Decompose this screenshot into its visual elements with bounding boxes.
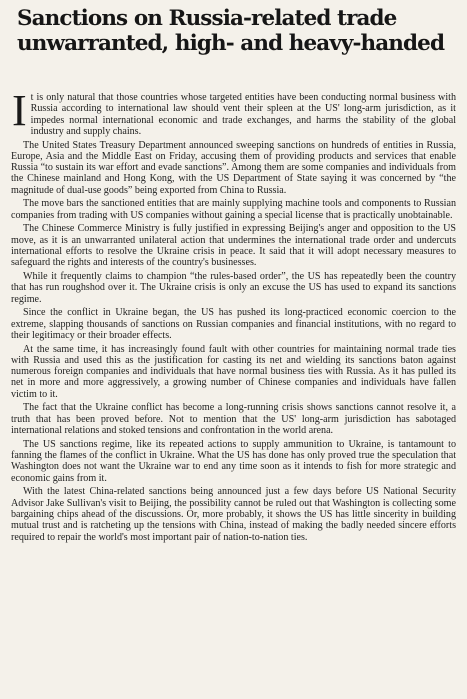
- paragraph-7: At the same time, it has increasingly found fault with other countries for maintaining normal trade ties with Russia and used this as the justification for casting its net and wielding its sanctions baton against numerous foreign companies and individuals that have normal business ties with Russia. As it has pulled its net in more and more aggressively, a growing number of Chinese companies and individuals have fallen victim to it.: [11, 343, 456, 400]
- headline-line-1: Sanctions on Russia-related trade: [17, 6, 397, 31]
- paragraph-4: The Chinese Commerce Ministry is fully justified in expressing Beijing's anger and opposition to the US move, as it is an unwarranted unilateral action that undermines the international trade order and undercuts international efforts to resolve the Ukraine crisis in peace. It said that it will adopt necessary measures to safeguard the rights and interests of the country's businesses.: [11, 223, 456, 269]
- paragraph-2: The United States Treasury Department announced sweeping sanctions on hundreds of entities in Russia, Europe, Asia and the Middle East on Friday, accusing them of providing products and services that enable Russia “to sustain its war effort and evade sanctions”. Among them are some companies and individuals from the Chinese mainland and Hong Kong, with the US Department of State saying it was concerned by “the magnitude of dual-use goods” being exported from China to Russia.: [11, 139, 456, 196]
- headline-line-2: unwarranted, high- and heavy-handed: [17, 31, 445, 56]
- paragraph-5: While it frequently claims to champion “the rules-based order”, the US has repeatedly been the country that has run roughshod over it. The Ukraine crisis is only an excuse the US has used to expand its sanctions regime.: [11, 271, 456, 305]
- paragraph-8: The fact that the Ukraine conflict has become a long-running crisis shows sanctions cannot resolve it, a truth that has been proved before. Not to mention that the US' long-arm jurisdiction has sabotaged international relations and stoked tensions and confrontation in the world arena.: [11, 402, 456, 437]
- paragraph-9: The US sanctions regime, like its repeated actions to supply ammunition to Ukraine, is tantamount to fanning the flames of the conflict in Ukraine. What the US has done has only proved true the speculation that Washington does not want the Ukraine war to end any time soon as it intends to fish for more strategic and economic gains from it.: [11, 438, 456, 484]
- paragraph-6: Since the conflict in Ukraine began, the US has pushed its long-practiced economic coercion to the extreme, slapping thousands of sanctions on Russian companies and financial institutions, with no regard to their legitimacy or their broader effects.: [11, 307, 456, 341]
- paragraph-3: The move bars the sanctioned entities that are mainly supplying machine tools and components to Russian companies from trading with US companies without gaining a special license that is practically unobtainable.: [11, 198, 456, 221]
- headline: [17, 6, 456, 56]
- paragraph-1-text: t is only natural that those countries whose targeted entities have been conducting normal business with Russia according to international law should vent their spleen at the US' long-arm jurisdiction, as it impedes normal international economic and trade exchanges, and harms the stability of the global industry and supply chains.: [30, 92, 456, 137]
- drop-cap: I: [12, 86, 27, 135]
- paragraph-1: [11, 86, 456, 137]
- paragraph-10: With the latest China-related sanctions being announced just a few days before US National Security Advisor Jake Sullivan's visit to Beijing, the possibility cannot be ruled out that Washington is collecting some bargaining chips ahead of the discussions. Or, more probably, it shows the US has little sincerity in building mutual trust and is ratcheting up the tensions with China, instead of making the badly needed sincere efforts required to repair the world's most important pair of nation-to-nation ties.: [11, 486, 456, 543]
- article-body: [11, 86, 456, 543]
